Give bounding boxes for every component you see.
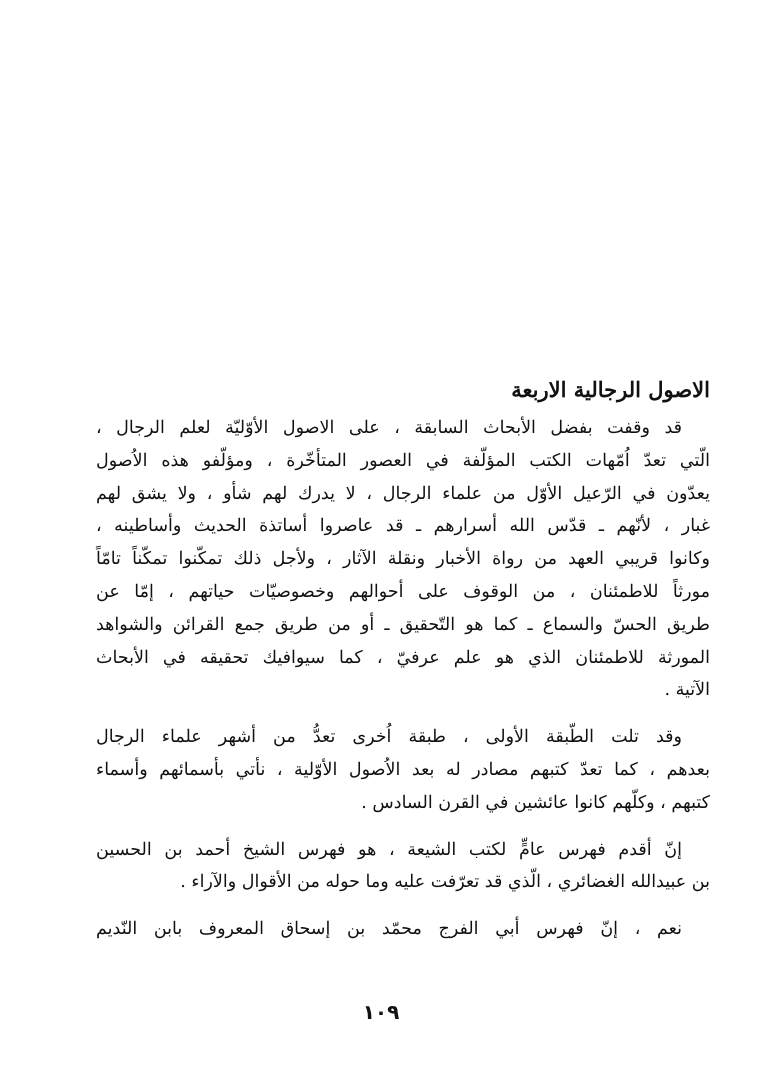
text-line: المورثة للاطمئنان الذي هو علم عرفيّ ، كما سيوافيك تحقيقه في الأبحاث bbox=[96, 647, 710, 668]
text-line: الّتي تعدّ اُمّهات الكتب المؤلّفة في العصور المتأخّرة ، ومؤلّفو هذه الاُصول bbox=[96, 450, 710, 471]
text-line: بن عبيدالله الغضائري ، الّذي قد تعرّفت عليه وما حوله من الأقوال والآراء . bbox=[180, 872, 710, 893]
text-line: الآتية . bbox=[664, 680, 710, 701]
section-heading: الاصول الرجالية الاربعة bbox=[511, 377, 710, 402]
paragraph-4 bbox=[96, 913, 710, 946]
text-line: يعدّون في الرّعيل الأوّل من علماء الرجال ، لا يدرك لهم شأو ، ولا يشق لهم bbox=[96, 483, 710, 504]
text-line: مورثاً للاطمئنان ، من الوقوف على أحوالهم وخصوصيّات حياتهم ، إمّا عن bbox=[96, 581, 710, 602]
text-line: كتبهم ، وكلّهم كانوا عائشين في القرن السادس . bbox=[361, 792, 710, 813]
paragraph-1 bbox=[96, 412, 710, 707]
text-line: وكانوا قريبي العهد من رواة الأخبار ونقلة الآثار ، ولأجل ذلك تمكّنوا تمكّناً تامّاً bbox=[96, 549, 710, 570]
paragraph-gap bbox=[96, 899, 710, 913]
text-line: طريق الحسّ والسماع ـ كما هو التّحقيق ـ أو من طريق جمع القرائن والشواهد bbox=[96, 614, 710, 635]
paragraph-gap bbox=[96, 820, 710, 834]
text-line: إنّ أقدم فهرس عامٍّ لكتب الشيعة ، هو فهرس الشيخ أحمد بن الحسين bbox=[96, 839, 682, 860]
paragraph-gap bbox=[96, 707, 710, 721]
page-body bbox=[96, 370, 710, 946]
paragraph-2 bbox=[96, 721, 710, 819]
text-line: غبار ، لأنّهم ـ قدّس الله أسرارهم ـ قد عاصروا أساتذة الحديث وأساطينه ، bbox=[96, 516, 710, 537]
text-line: نعم ، إنّ فهرس أبي الفرج محمّد بن إسحاق المعروف بابن النّديم bbox=[96, 919, 683, 940]
paragraph-3 bbox=[96, 834, 710, 900]
text-line: قد وقفت بفضل الأبحاث السابقة ، على الاصول الأوّليّة لعلم الرجال ، bbox=[96, 418, 682, 438]
text-line: بعدهم ، كما تعدّ كتبهم مصادر له بعد الاُصول الأوّلية ، نأتي بأسمائهم وأسماء bbox=[96, 759, 710, 780]
text-line: وقد تلت الطّبقة الأولى ، طبقة اُخرى تعدُّ من أشهر علماء الرجال bbox=[96, 727, 682, 748]
page-number: ١٠٩ bbox=[362, 1000, 400, 1024]
